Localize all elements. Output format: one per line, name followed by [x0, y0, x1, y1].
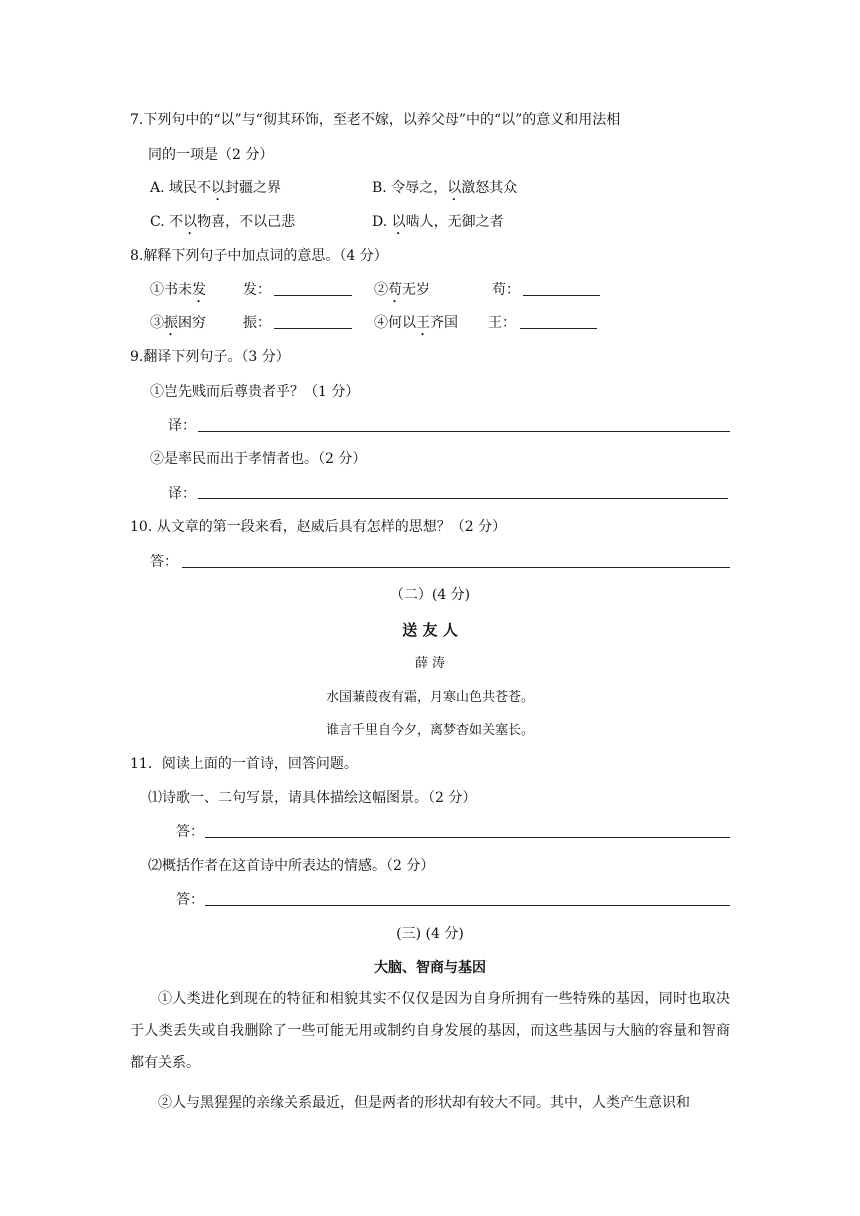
item-text: ①书未 [150, 282, 192, 298]
q7-option-c[interactable] [150, 212, 295, 238]
answer-line[interactable] [198, 498, 728, 499]
q7-option-a[interactable] [150, 178, 281, 204]
item-text: ② [374, 282, 388, 298]
option-c-suffix: 物喜，不以己悲 [197, 214, 296, 230]
q8-item-1-label: 发： [243, 282, 271, 298]
q9-sentence-1: ①岂先贱而后尊贵者乎？（1 分） [150, 384, 360, 400]
option-c-prefix: C. 不 [150, 214, 184, 230]
q9-sentence-2: ②是率民而出于孝情者也。（2 分） [150, 451, 367, 467]
option-d-suffix: 啮人，无御之者 [405, 214, 504, 230]
q8-item-3 [150, 313, 206, 339]
answer-blank[interactable] [274, 328, 352, 329]
q8-item-4-label: 王： [488, 315, 516, 331]
q7-stem-line2: 同的一项是（2 分） [148, 147, 274, 163]
dotted-char: 以 [391, 214, 406, 230]
dotted-char: 以 [211, 180, 226, 196]
dotted-char: 以 [447, 180, 462, 196]
section-heading: (三) (4 分) [396, 926, 464, 942]
dotted-char: 王 [416, 315, 430, 331]
option-a-prefix: A. 域民不 [150, 180, 212, 196]
q8-item-1 [150, 280, 206, 306]
item-text: 无岁 [402, 282, 430, 298]
dotted-char: 发 [192, 282, 206, 298]
poem-title: 送 友 人 [402, 621, 458, 639]
option-a-suffix: 封疆之界 [225, 180, 282, 196]
answer-line[interactable] [198, 431, 730, 432]
translate-label: 译： [168, 418, 196, 434]
answer-line[interactable] [205, 837, 730, 838]
option-b-suffix: 激怒其众 [461, 180, 518, 196]
answer-label: 答： [176, 892, 204, 908]
q7-stem-line1: 7.下列句中的“以”与“彻其环饰，至老不嫁，以养父母”中的“以”的意义和用法相 [130, 112, 621, 128]
q8-stem: 8.解释下列句子中加点词的意思。（4 分） [130, 248, 388, 264]
q7-option-d[interactable] [372, 212, 504, 238]
item-text: 齐国 [430, 315, 458, 331]
essay-paragraph-1: ①人类进化到现在的特征和相貌其实不仅仅是因为自身所拥有一些特殊的基因，同时也取决于人类丢失或自我删除了一些可能无用或制约自身发展的基因，而这些基因与大脑的容量和智商都有关系。 [130, 991, 730, 1071]
essay-title: 大脑、智商与基因 [374, 960, 486, 976]
q8-item-3-label: 振： [243, 315, 271, 331]
answer-line[interactable] [205, 905, 730, 906]
q11-stem: 11．阅读上面的一首诗，回答问题。 [130, 756, 358, 772]
poem-line-1: 水国蒹葭夜有霜，月寒山色共苍苍。 [325, 690, 534, 705]
dotted-char: 振 [164, 315, 178, 331]
item-text: 困穷 [178, 315, 206, 331]
q8-item-2-label: 苟： [492, 282, 520, 298]
translate-label: 译： [168, 486, 196, 502]
q11-part-1: ⑴诗歌一、二句写景，请具体描绘这幅图景。（2 分） [148, 790, 477, 806]
poem-line-2: 谁言千里自今夕，离梦杳如关塞长。 [325, 723, 534, 738]
answer-blank[interactable] [523, 295, 600, 296]
essay-paragraph-2: ②人与黑猩猩的亲缘关系最近，但是两者的形状却有较大不同。其中，人类产生意识和 [158, 1095, 690, 1111]
poem-author: 薛 涛 [414, 656, 446, 671]
option-d-prefix: D. [372, 214, 392, 230]
q11-part-2: ⑵概括作者在这首诗中所表达的情感。（2 分） [148, 858, 435, 874]
item-text: ③ [150, 315, 164, 331]
q8-item-4 [374, 313, 458, 339]
answer-blank[interactable] [274, 295, 352, 296]
dotted-char: 苟 [388, 282, 402, 298]
answer-label: 答： [150, 554, 178, 570]
option-b-prefix: B. 令辱之， [372, 180, 448, 196]
q7-option-b[interactable] [372, 178, 517, 204]
answer-label: 答： [176, 824, 204, 840]
dotted-char: 以 [183, 214, 198, 230]
answer-line[interactable] [182, 567, 730, 568]
answer-blank[interactable] [520, 328, 597, 329]
q10-stem: 10. 从文章的第一段来看，赵威后具有怎样的思想？（2 分） [130, 519, 507, 535]
section-heading: （二）(4 分) [389, 587, 471, 603]
q8-item-2 [374, 280, 430, 306]
item-text: ④何以 [374, 315, 416, 331]
q9-stem: 9.翻译下列句子。（3 分） [130, 349, 290, 365]
